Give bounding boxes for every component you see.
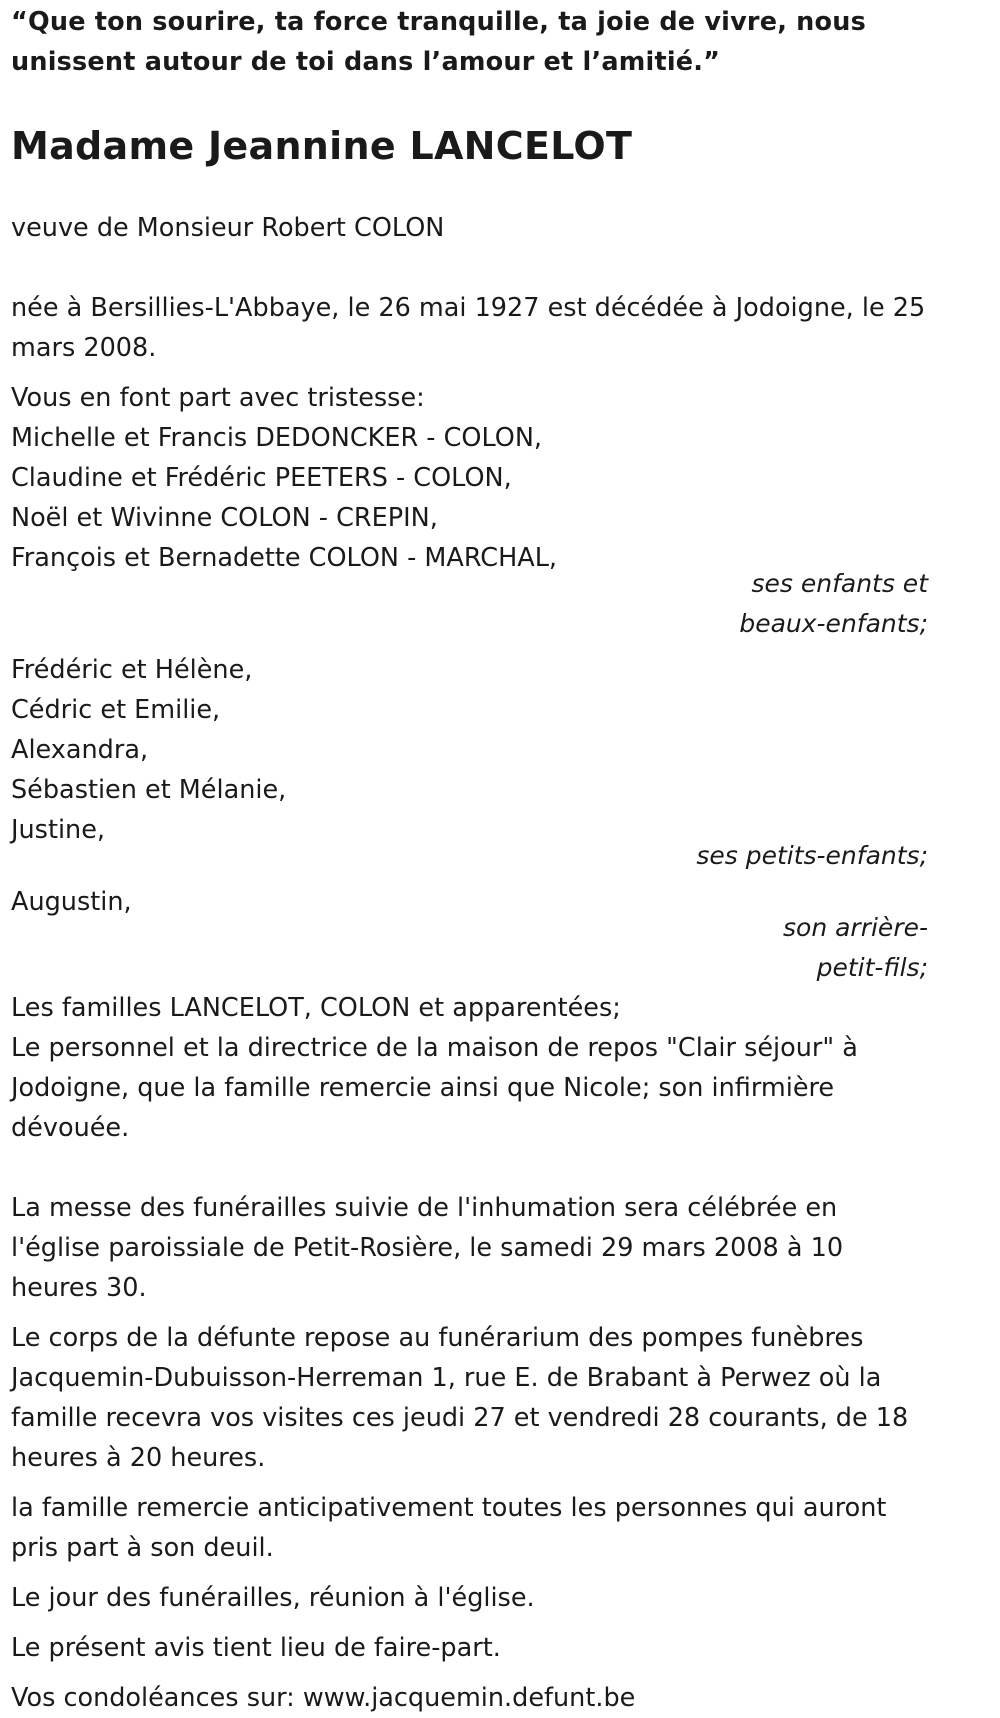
grandchildren-relation [11, 836, 928, 876]
widow-of-line: veuve de Monsieur Robert COLON [11, 213, 445, 243]
staff-line: Le personnel et la directrice de la maison de repos "Clair séjour" à Jodoigne, que la famille remercie ainsi que Nicole; son infirmière dévouée. [11, 1033, 858, 1143]
deceased-name-title: Madame Jeannine LANCELOT [11, 124, 633, 168]
child-entry: Claudine et Frédéric PEETERS - COLON, [11, 463, 512, 493]
birth-death-line: née à Bersillies-L'Abbaye, le 26 mai 1927 est décédée à Jodoigne, le 25 mars 2008. [11, 293, 926, 363]
grandchild-entry: Justine, [11, 815, 106, 845]
thanks-paragraph: la famille remercie anticipativement toutes les personnes qui auront pris part à son deuil. [11, 1493, 887, 1563]
child-entry: Michelle et Francis DEDONCKER - COLON, [11, 423, 543, 453]
meeting-paragraph: Le jour des funérailles, réunion à l'église. [11, 1583, 535, 1613]
body-rests-paragraph: Le corps de la défunte repose au funérarium des pompes funèbres Jacquemin-Dubuisson-Herreman 1, rue E. de Brabant à Perwez où la famille recevra vos visites ces jeudi 27 et vendredi 28 courants, de 18 heures à 20 heures. [11, 1323, 909, 1473]
great-grandchild-relation [11, 908, 928, 988]
child-entry: Noël et Wivinne COLON - CREPIN, [11, 503, 438, 533]
condolences-paragraph: Vos condoléances sur: www.jacquemin.defunt.be [11, 1683, 636, 1713]
grandchild-entry: Frédéric et Hélène, [11, 655, 253, 685]
child-entry: François et Bernadette COLON - MARCHAL, [11, 543, 558, 573]
children-relation-line: beaux-enfants; [739, 609, 928, 638]
families-line: Les familles LANCELOT, COLON et apparentées; [11, 993, 621, 1023]
children-relation-line: ses enfants et [751, 569, 928, 598]
replaces-notice-paragraph: Le présent avis tient lieu de faire-part. [11, 1633, 501, 1663]
great-grandchild-entry: Augustin, [11, 887, 132, 917]
announce-intro: Vous en font part avec tristesse: [11, 383, 425, 413]
extended-family [11, 988, 928, 1148]
grandchild-entry: Alexandra, [11, 735, 149, 765]
funeral-mass-paragraph: La messe des funérailles suivie de l'inhumation sera célébrée en l'église paroissiale de Petit-Rosière, le samedi 29 mars 2008 à 10 heures 30. [11, 1193, 844, 1303]
great-grandchild-relation-line: petit-fils; [816, 953, 928, 982]
grandchild-entry: Cédric et Emilie, [11, 695, 221, 725]
grandchild-entry: Sébastien et Mélanie, [11, 775, 287, 805]
great-grandchild-relation-line: son arrière- [783, 913, 928, 942]
grandchildren-list [11, 650, 928, 850]
opening-quote: “Que ton sourire, ta force tranquille, ta joie de vivre, nous unissent autour de toi dans l’amour et l’amitié.” [11, 7, 866, 77]
announcement-block [11, 378, 928, 578]
grandchildren-relation-line: ses petits-enfants; [696, 841, 928, 870]
